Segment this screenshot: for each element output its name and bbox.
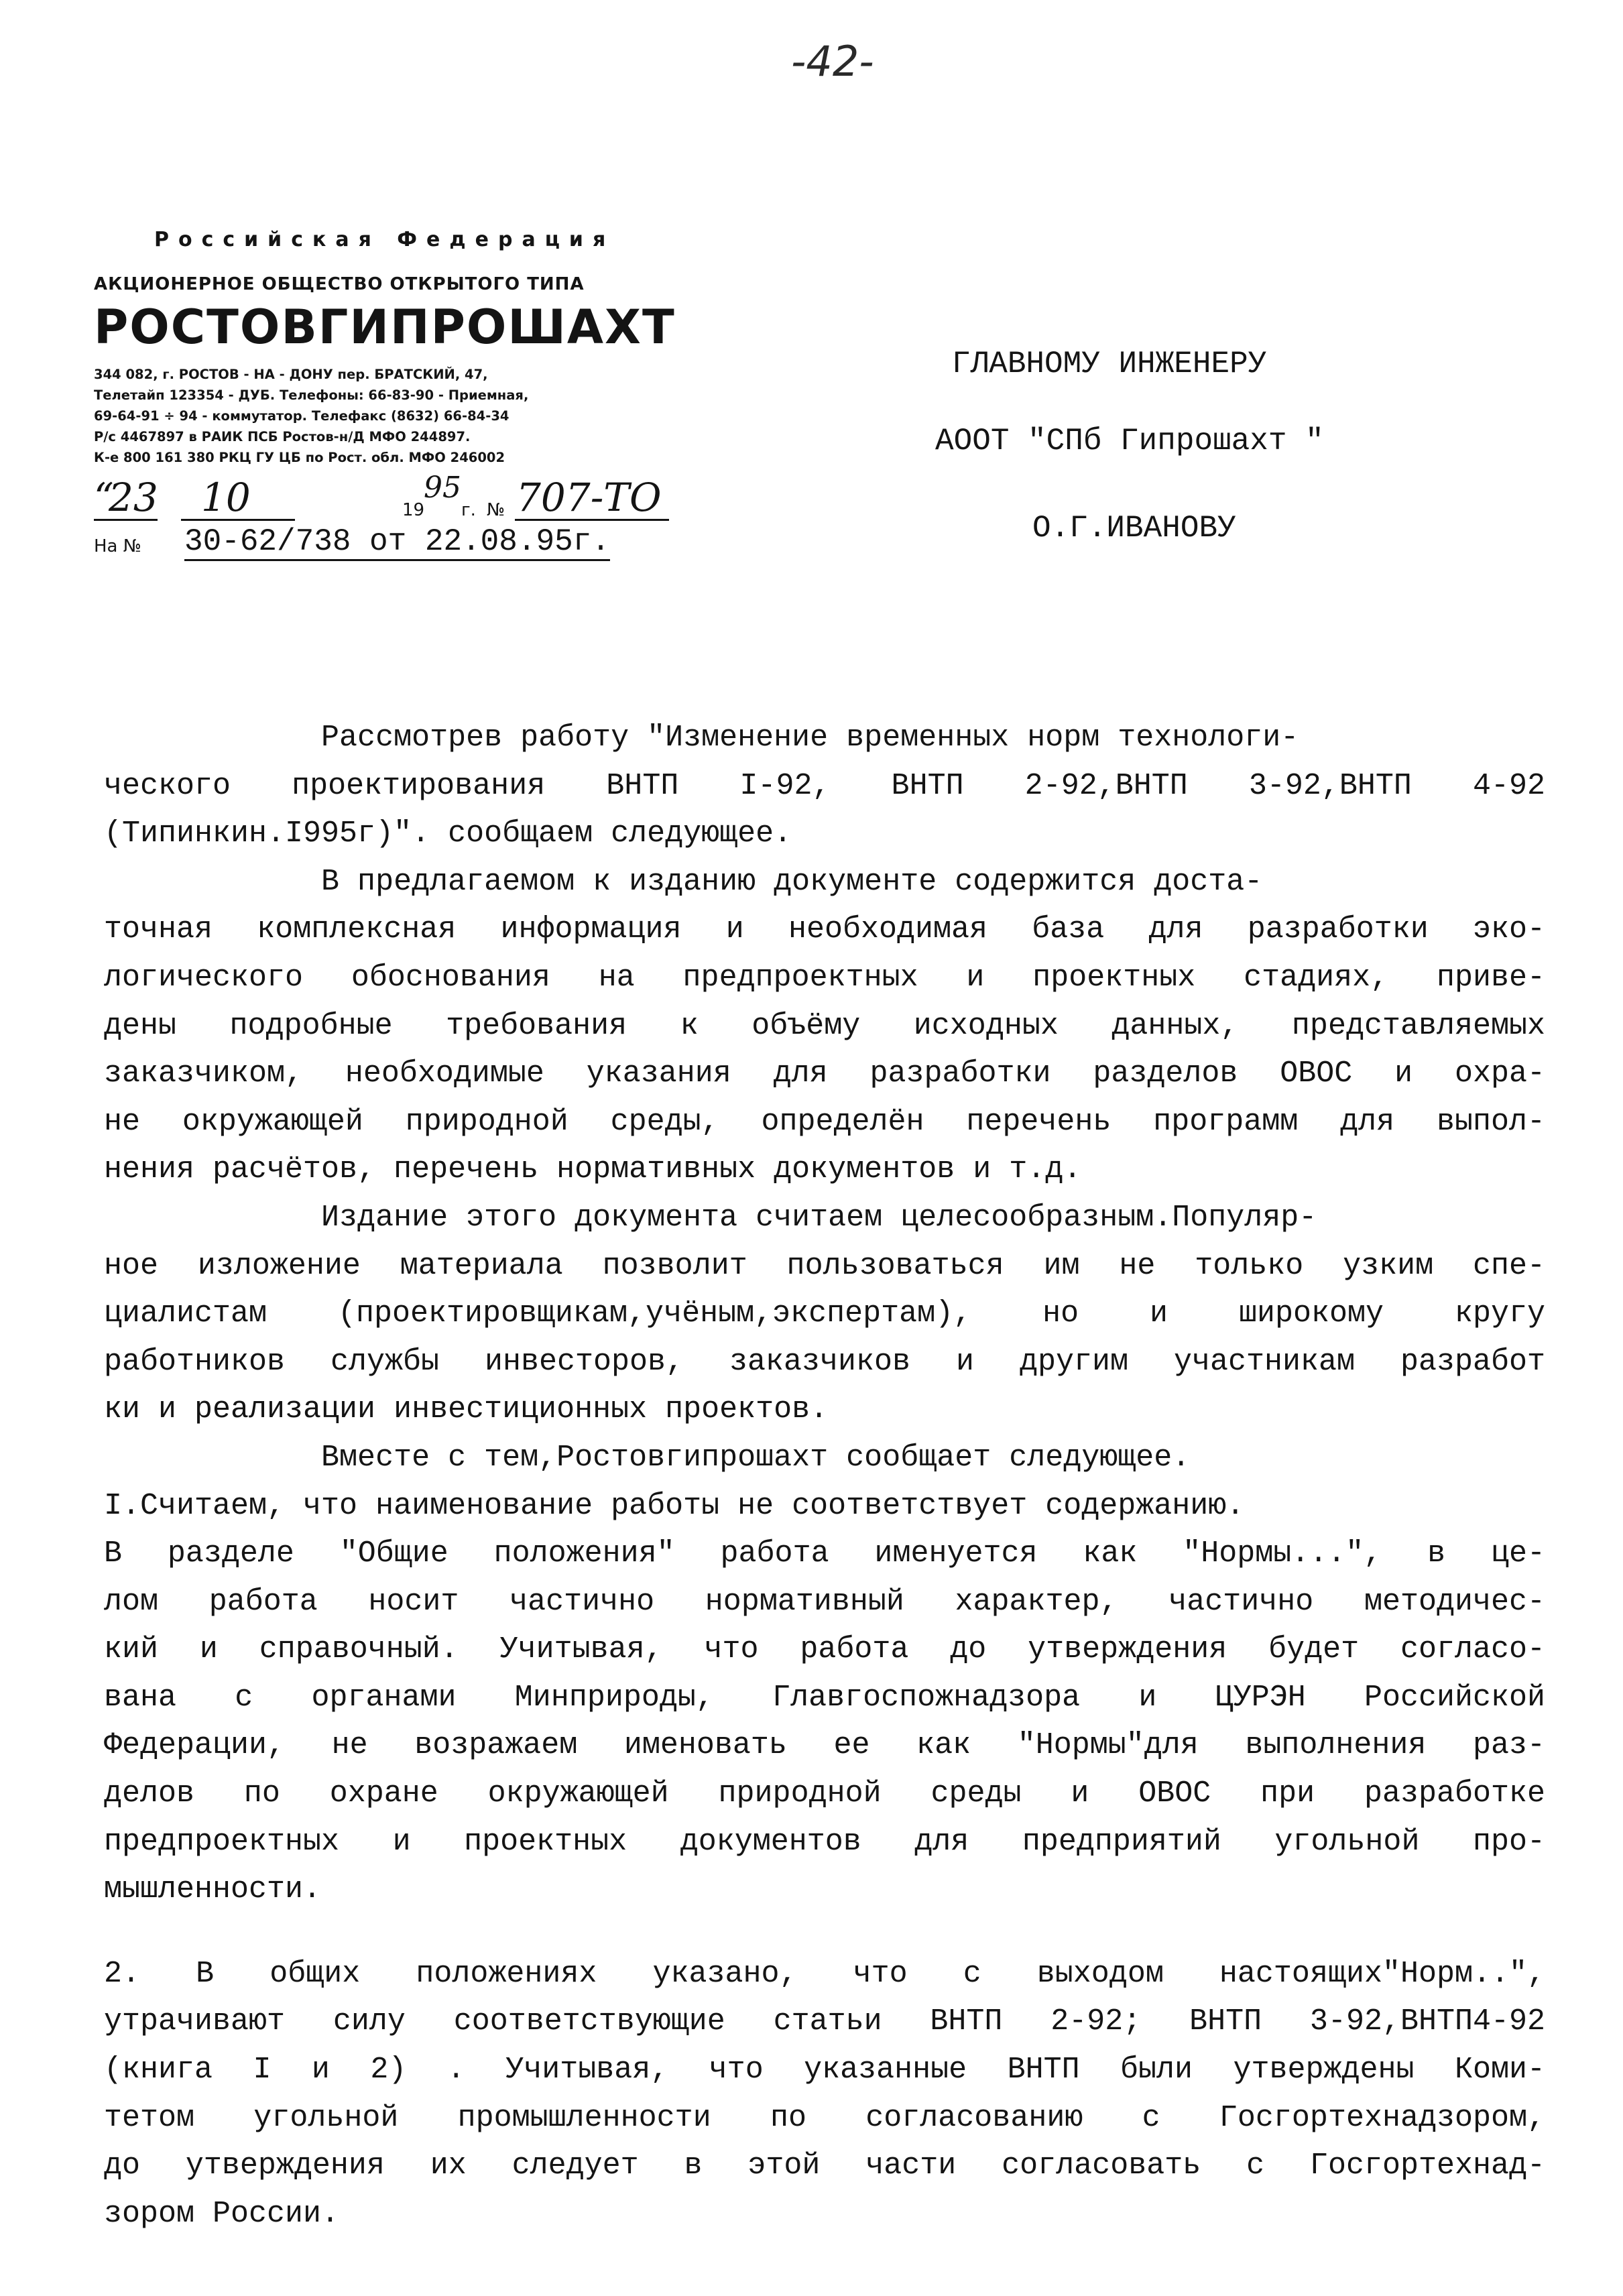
date-year-suffix: 95 [424,471,461,505]
letterhead-address: 344 082, г. РОСТОВ - НА - ДОНУ пер. БРАТСКИЙ, 47, [94,367,488,382]
letterhead-stamp [94,228,697,564]
doc-number-label: № [487,500,505,520]
body-line: Рассмотрев работу "Изменение временных норм технологи- [104,721,1299,755]
body-line: (Типинкин.I995г)". сообщаем следующее. [104,817,792,851]
letterhead-fax: 69-64-91 ÷ 94 - коммутатор. Телефакс (8632) 66-84-34 [94,408,509,424]
body-line: кий и справочный. Учитывая, что работа до утверждения будет согласо- [104,1632,1545,1667]
reference-label: На № [94,536,141,556]
addressee-name: О.Г.ИВАНОВУ [1032,511,1236,546]
letterhead-reference-row [94,524,697,564]
body-line: I.Считаем, что наименование работы не соответствует содержанию. [104,1488,1245,1523]
body-line: лом работа носит частично нормативный характер, частично методичес- [104,1584,1545,1619]
body-line: тетом угольной промышленности по согласованию с Госгортехнадзором, [104,2100,1545,2135]
body-line: предпроектных и проектных документов для предприятий угольной про- [104,1824,1545,1859]
body-line: В разделе "Общие положения" работа именуется как "Нормы...", в це- [104,1536,1545,1571]
addressee-position: ГЛАВНОМУ ИНЖЕНЕРУ [952,347,1267,381]
letterhead-country: Российская Федерация [154,228,615,251]
letterhead-date-row [94,471,697,522]
date-month: 10 [201,475,251,520]
body-line: вана с органами Минприроды, Главгоспожнадзора и ЦУРЭН Российской [104,1680,1545,1715]
letterhead-bank-account: Р/с 4467897 в РАИК ПСБ Ростов-н/Д МФО 244897. [94,429,471,444]
letterhead-correspondent-account: К-е 800 161 380 РКЦ ГУ ЦБ по Рост. обл. МФО 246002 [94,450,505,465]
body-line: до утверждения их следует в этой части согласовать с Госгортехнад- [104,2149,1545,2183]
reference-value: 30-62/738 от 22.08.95г. [184,524,610,561]
body-line: Федерации, не возражаем именовать ее как "Нормы"для выполнения раз- [104,1728,1545,1763]
date-year-unit: г. [461,500,476,520]
body-line: не окружающей природной среды, определён перечень программ для выпол- [104,1104,1545,1139]
body-line: делов по охране окружающей природной среды и ОВОС при разработке [104,1776,1545,1811]
body-line: работников службы инвесторов, заказчиков и другим участникам разработ [104,1344,1545,1379]
addressee-organization: АООТ "СПб Гипрошахт " [935,424,1324,459]
body-line: точная комплексная информация и необходимая база для разработки эко- [104,912,1545,947]
body-line: ки и реализации инвестиционных проектов. [104,1392,829,1427]
body-line: дены подробные требования к объёму исходных данных, представляемых [104,1008,1545,1043]
body-line: зором России. [104,2196,340,2231]
body-line: логического обоснования на предпроектных и проектных стадиях, приве- [104,960,1545,995]
body-line: ческого проектирования ВНТП I-92, ВНТП 2-92,ВНТП 3-92,ВНТП 4-92 [104,768,1545,803]
doc-number: 707-ТО [516,475,662,520]
letterhead-phones: Телетайп 123354 - ДУБ. Телефоны: 66-83-90 - Приемная, [94,387,529,403]
date-day: 23 [109,475,158,520]
body-line: заказчиком, необходимые указания для разработки разделов ОВОС и охра- [104,1056,1545,1091]
body-line: ное изложение материала позволит пользоваться им не только узким спе- [104,1248,1545,1283]
body-line: мышленности. [104,1872,322,1907]
body-line: 2. В общих положениях указано, что с выходом настоящих"Норм..", [104,1956,1545,1991]
letterhead-details [94,364,697,468]
page-number: -42- [791,37,874,86]
body-line: В предлагаемом к изданию документе содержится доста- [104,864,1263,899]
body-line: циалистам (проектировщикам,учёным,экспертам), но и широкому кругу [104,1296,1545,1331]
letterhead-company-type: АКЦИОНЕРНОЕ ОБЩЕСТВО ОТКРЫТОГО ТИПА [94,274,585,294]
date-open-quote: “ [94,475,114,520]
body-line: Вместе с тем,Ростовгипрошахт сообщает следующее. [104,1440,1191,1475]
body-line: Издание этого документа считаем целесообразным.Популяр- [104,1200,1317,1235]
body-line: (книга I и 2) . Учитывая, что указанные ВНТП были утверждены Коми- [104,2053,1545,2088]
body-line: утрачивают силу соответствующие статьи ВНТП 2-92; ВНТП 3-92,ВНТП4-92 [104,2004,1545,2039]
date-year-prefix: 19 [402,500,425,520]
letterhead-org-name: РОСТОВГИПРОШАХТ [94,300,676,355]
letter-body [104,714,1545,2238]
body-line: нения расчётов, перечень нормативных документов и т.д. [104,1152,1082,1187]
